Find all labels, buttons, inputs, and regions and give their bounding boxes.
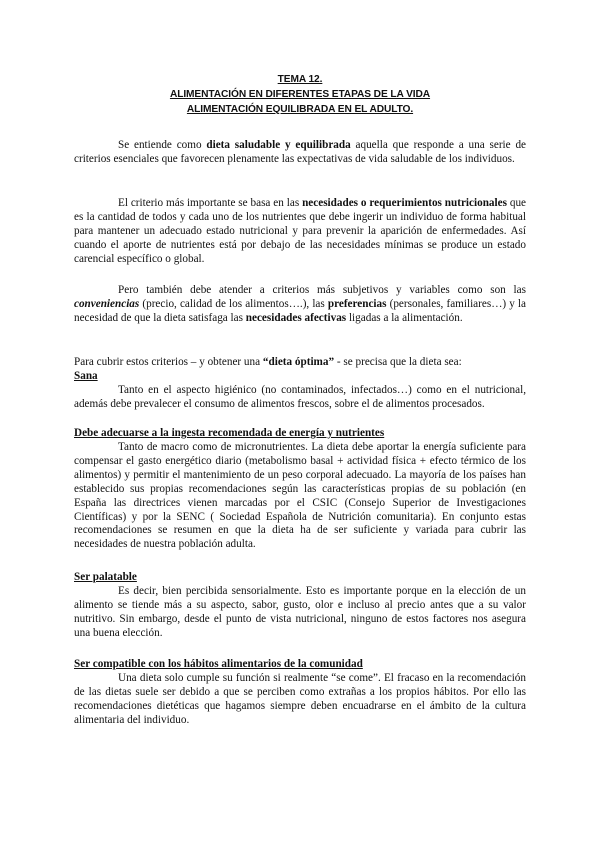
document-title: ALIMENTACIÓN EN DIFERENTES ETAPAS DE LA VIDA bbox=[169, 89, 431, 100]
paragraph-subjective-criteria: Pero también debe atender a criterios más subjetivos y variables como son las conveniencias (precio, calidad de los alimentos….), las preferencias (personales, familiares…) y la necesidad de que la dieta satisfaga las necesidades afectivas ligadas a la alimentación. bbox=[74, 284, 526, 324]
topic-number: TEMA 12. bbox=[277, 74, 323, 85]
section-text-sana: Tanto en el aspecto higiénico (no contaminados, infectados…) como en el nutricional, además debe prevalecer el consumo de alimentos frescos, sobre el de alimentos procesados. bbox=[74, 384, 526, 410]
key-term: preferencias bbox=[327, 297, 387, 310]
section-heading-habitos: Ser compatible con los hábitos alimentarios de la comunidad bbox=[74, 658, 363, 670]
key-term: “dieta óptima” bbox=[262, 356, 335, 368]
section-text-ingesta: Tanto de macro como de micronutrientes. La dieta debe aportar la energía suficiente para compensar el gasto energético diario (metabolismo basal + actividad física + efecto térmico de los alimentos) y permitir el mantenimiento de un peso corporal adecuado. La mayoría de los países han establecido sus propias recomendaciones según las características propias de su población (en España las directrices vienen marcadas por el CSIC (Consejo Superior de Investigaciones Científicas) y por la SENC ( Sociedad Española de Nutrición comunitaria). En conjunto estas recomendaciones se resumen en que la dieta ha de ser suficiente y variada para cubrir las necesidades de nuestra población adulta. bbox=[74, 441, 526, 551]
section-heading-ingesta: Debe adecuarse a la ingesta recomendada de energía y nutrientes bbox=[74, 427, 385, 439]
document-subtitle: ALIMENTACIÓN EQUILIBRADA EN EL ADULTO. bbox=[186, 104, 414, 115]
section-text-palatable: Es decir, bien percibida sensorialmente. Esto es importante porque en la elección de un alimento se tiende más a su aspecto, sabor, gusto, olor e incluso al precio antes que a su valor nutritivo. Sin embargo, desde el punto de vista nutricional, ninguno de estos factores nos asegura una buena elección. bbox=[74, 585, 526, 639]
paragraph-intro-list: Para cubrir estos criterios – y obtener una “dieta óptima” - se precisa que la dieta sea: bbox=[74, 356, 462, 368]
section-heading-palatable: Ser palatable bbox=[74, 571, 137, 583]
key-term: necesidades afectivas bbox=[245, 311, 347, 324]
section-heading-sana: Sana bbox=[74, 370, 98, 382]
paragraph-definition: Se entiende como dieta saludable y equilibrada aquella que responde a una serie de criterios esenciales que favorecen plenamente las expectativas de vida saludable de los individuos. bbox=[74, 139, 526, 165]
key-term: necesidades o requerimientos nutricionales bbox=[302, 197, 507, 209]
key-term: dieta saludable y equilibrada bbox=[206, 139, 351, 151]
key-term: conveniencias bbox=[74, 297, 140, 310]
section-text-habitos: Una dieta solo cumple su función si realmente “se come”. El fracaso en la recomendación de las dietas suele ser debido a que se perciben como extrañas a los propios hábitos. Por ello las recomendaciones dietéticas que hagamos siempre deben encuadrarse en el ámbito de la cultura alimentaria del individuo. bbox=[74, 672, 526, 726]
paragraph-nutritional-needs: El criterio más importante se basa en las necesidades o requerimientos nutricionales que es la cantidad de todos y cada uno de los nutrientes que debe ingerir un individuo de forma habitual para mantener un adecuado estado nutricional y para prevenir la aparición de enfermedades. Así cuando el aporte de nutrientes está por debajo de las necesidades mínimas se produce un estado carencial específico o global. bbox=[74, 197, 527, 265]
